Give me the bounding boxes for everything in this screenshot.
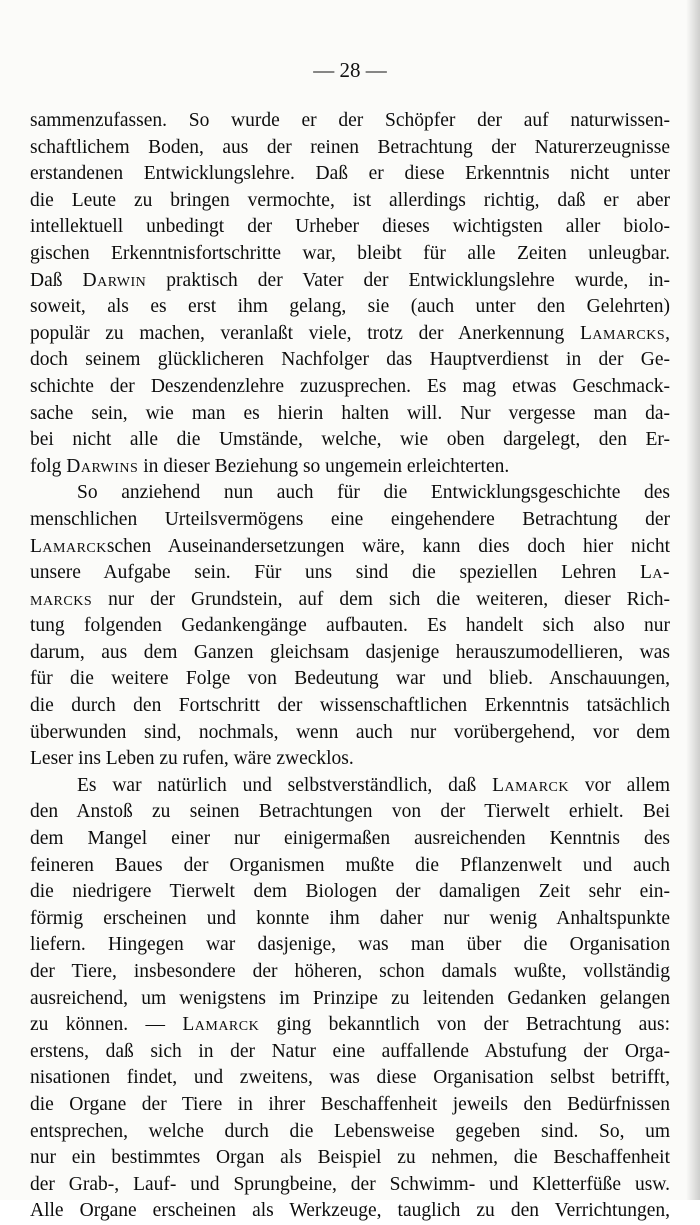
text-segment: menschlichen Urteilsvermögens eine eingehendere Betrachtung der bbox=[30, 508, 670, 530]
text-line bbox=[30, 746, 670, 773]
text-line bbox=[30, 534, 670, 561]
text-line bbox=[30, 161, 670, 188]
text-line bbox=[30, 879, 670, 906]
text-segment: der Grab-, Lauf- und Sprungbeine, der Schwimm- und Kletterfüße usw. bbox=[30, 1173, 670, 1195]
text-line bbox=[30, 1039, 670, 1066]
text-line bbox=[30, 1198, 670, 1225]
text-line bbox=[30, 613, 670, 640]
text-segment: tung folgenden Gedankengänge aufbauten. Es handelt sich also nur bbox=[30, 615, 670, 637]
name-small-caps: Lamarck bbox=[492, 774, 569, 796]
text-line bbox=[30, 188, 670, 215]
text-line bbox=[30, 1065, 670, 1092]
page-edge-shadow bbox=[686, 0, 700, 1200]
text-line bbox=[30, 640, 670, 667]
text-segment: gischen Erkenntnisfortschritte war, bleibt für alle Zeiten unleugbar. bbox=[30, 242, 670, 264]
text-line bbox=[30, 108, 670, 135]
text-line bbox=[30, 799, 670, 826]
text-segment: nisationen findet, und zweitens, was diese Organisation selbst betrifft, bbox=[30, 1067, 670, 1089]
text-line bbox=[30, 268, 670, 295]
text-segment: sache sein, wie man es hierin halten will. Nur vergesse man da- bbox=[30, 402, 670, 424]
text-segment: praktisch der Vater der Entwicklungslehre wurde, in- bbox=[146, 269, 670, 291]
text-line bbox=[30, 826, 670, 853]
text-segment: So anziehend nun auch für die Entwicklungsgeschichte des bbox=[77, 482, 670, 504]
text-line bbox=[30, 773, 670, 800]
text-line bbox=[30, 507, 670, 534]
text-segment: liefern. Hingegen war dasjenige, was man über die Organisation bbox=[30, 934, 670, 956]
text-segment: die Leute zu bringen vermochte, ist allerdings richtig, daß er aber bbox=[30, 189, 670, 211]
text-line bbox=[30, 1092, 670, 1119]
text-segment: erstandenen Entwicklungslehre. Daß er diese Erkenntnis nicht unter bbox=[30, 163, 670, 185]
text-line bbox=[30, 347, 670, 374]
text-line bbox=[30, 693, 670, 720]
text-segment: förmig erscheinen und konnte ihm daher nur wenig Anhaltspunkte bbox=[30, 907, 670, 929]
text-segment: entsprechen, welche durch die Lebensweise gegeben sind. So, um bbox=[30, 1120, 670, 1142]
text-line bbox=[30, 321, 670, 348]
text-line bbox=[30, 1145, 670, 1172]
text-line bbox=[30, 587, 670, 614]
text-segment: Leser ins Leben zu rufen, wäre zwecklos. bbox=[30, 748, 354, 770]
text-segment: für die weitere Folge von Bedeutung war und blieb. Anschauungen, bbox=[30, 668, 670, 690]
text-segment: doch seinem glücklicheren Nachfolger das Hauptverdienst in der Ge- bbox=[30, 349, 670, 371]
text-segment: ging bekanntlich von der Betrachtung aus: bbox=[259, 1014, 671, 1036]
text-line bbox=[30, 906, 670, 933]
name-small-caps: La- bbox=[639, 562, 670, 584]
text-segment: zu können. — bbox=[30, 1014, 183, 1036]
text-line bbox=[30, 986, 670, 1013]
text-segment: überwunden sind, nochmals, wenn auch nur vorübergehend, vor dem bbox=[30, 721, 670, 743]
text-segment: populär zu machen, veranlaßt viele, trotz der Anerkennung bbox=[30, 322, 580, 344]
text-segment: Daß bbox=[30, 269, 83, 291]
text-line bbox=[30, 241, 670, 268]
text-segment: schichte der Deszendenzlehre zuzusprechen. Es mag etwas Geschmack- bbox=[30, 375, 670, 397]
text-segment: unsere Aufgabe sein. Für uns sind die speziellen Lehren bbox=[30, 562, 640, 584]
text-segment: , bbox=[665, 322, 670, 344]
text-segment: Es war natürlich und selbstverständlich, daß bbox=[77, 774, 493, 796]
text-line bbox=[30, 374, 670, 401]
text-line bbox=[30, 454, 670, 481]
text-segment: soweit, als es erst ihm gelang, sie (auch unter den Gelehrten) bbox=[30, 296, 670, 318]
text-segment: bei nicht alle die Umstände, welche, wie oben dargelegt, den Er- bbox=[30, 429, 670, 451]
text-line bbox=[30, 214, 670, 241]
text-line bbox=[30, 1012, 670, 1039]
text-segment: in dieser Beziehung so ungemein erleichterten. bbox=[138, 455, 510, 477]
text-line bbox=[30, 720, 670, 747]
text-line bbox=[30, 560, 670, 587]
name-small-caps: Lamarck bbox=[182, 1014, 260, 1036]
text-line bbox=[30, 135, 670, 162]
text-line bbox=[30, 1172, 670, 1199]
text-segment: intellektuell unbedingt der Urheber dieses wichtigsten aller biolo- bbox=[30, 216, 670, 238]
text-line bbox=[30, 480, 670, 507]
text-line bbox=[30, 294, 670, 321]
text-segment: der Tiere, insbesondere der höheren, schon damals wußte, vollständig bbox=[30, 961, 670, 982]
text-segment: sammenzufassen. So wurde er der Schöpfer der auf naturwissen- bbox=[30, 110, 670, 131]
name-small-caps: Lamarcks bbox=[579, 322, 666, 344]
text-segment: nur ein bestimmtes Organ als Beispiel zu nehmen, die Beschaffenheit bbox=[30, 1147, 670, 1169]
name-small-caps: marcks bbox=[30, 588, 93, 610]
text-segment: schaftlichem Boden, aus der reinen Betrachtung der Naturerzeugnisse bbox=[30, 136, 670, 158]
page-number: — 28 — bbox=[313, 58, 387, 82]
body-text bbox=[30, 108, 670, 1225]
text-segment: erstens, daß sich in der Natur eine auffallende Abstufung der Orga- bbox=[30, 1040, 670, 1062]
text-line bbox=[30, 932, 670, 959]
text-line bbox=[30, 666, 670, 693]
text-line bbox=[30, 1119, 670, 1146]
text-segment: die Organe der Tiere in ihrer Beschaffenheit jeweils den Bedürfnissen bbox=[30, 1093, 670, 1115]
text-segment: die niedrigere Tierwelt dem Biologen der damaligen Zeit sehr ein- bbox=[30, 881, 670, 903]
name-small-caps: Darwins bbox=[66, 455, 139, 477]
name-small-caps: Lamarck bbox=[30, 535, 107, 557]
text-segment: den Anstoß zu seinen Betrachtungen von der Tierwelt erhielt. Bei bbox=[30, 801, 670, 823]
text-segment: feineren Baues der Organismen mußte die Pflanzenwelt und auch bbox=[30, 854, 670, 876]
text-segment: darum, aus dem Ganzen gleichsam dasjenige herauszumodellieren, was bbox=[30, 641, 670, 663]
text-segment: ausreichend, um wenigstens im Prinzipe zu leitenden Gedanken gelangen bbox=[30, 987, 670, 1009]
text-line bbox=[30, 853, 670, 880]
text-segment: schen Auseinandersetzungen wäre, kann dies doch hier nicht bbox=[106, 535, 670, 557]
text-segment: dem Mangel einer nur einigermaßen ausreichenden Kenntnis des bbox=[30, 828, 670, 850]
name-small-caps: Darwin bbox=[82, 269, 147, 291]
text-segment: die durch den Fortschritt der wissenschaftlichen Erkenntnis tatsächlich bbox=[30, 695, 670, 717]
text-segment: folg bbox=[30, 455, 67, 477]
text-line bbox=[30, 959, 670, 986]
text-segment: vor allem bbox=[569, 774, 670, 796]
text-segment: Alle Organe erscheinen als Werkzeuge, tauglich zu den Verrichtungen, bbox=[30, 1200, 670, 1222]
text-line bbox=[30, 401, 670, 428]
text-line bbox=[30, 427, 670, 454]
text-segment: nur der Grundstein, auf dem sich die weiteren, dieser Rich- bbox=[92, 588, 670, 610]
